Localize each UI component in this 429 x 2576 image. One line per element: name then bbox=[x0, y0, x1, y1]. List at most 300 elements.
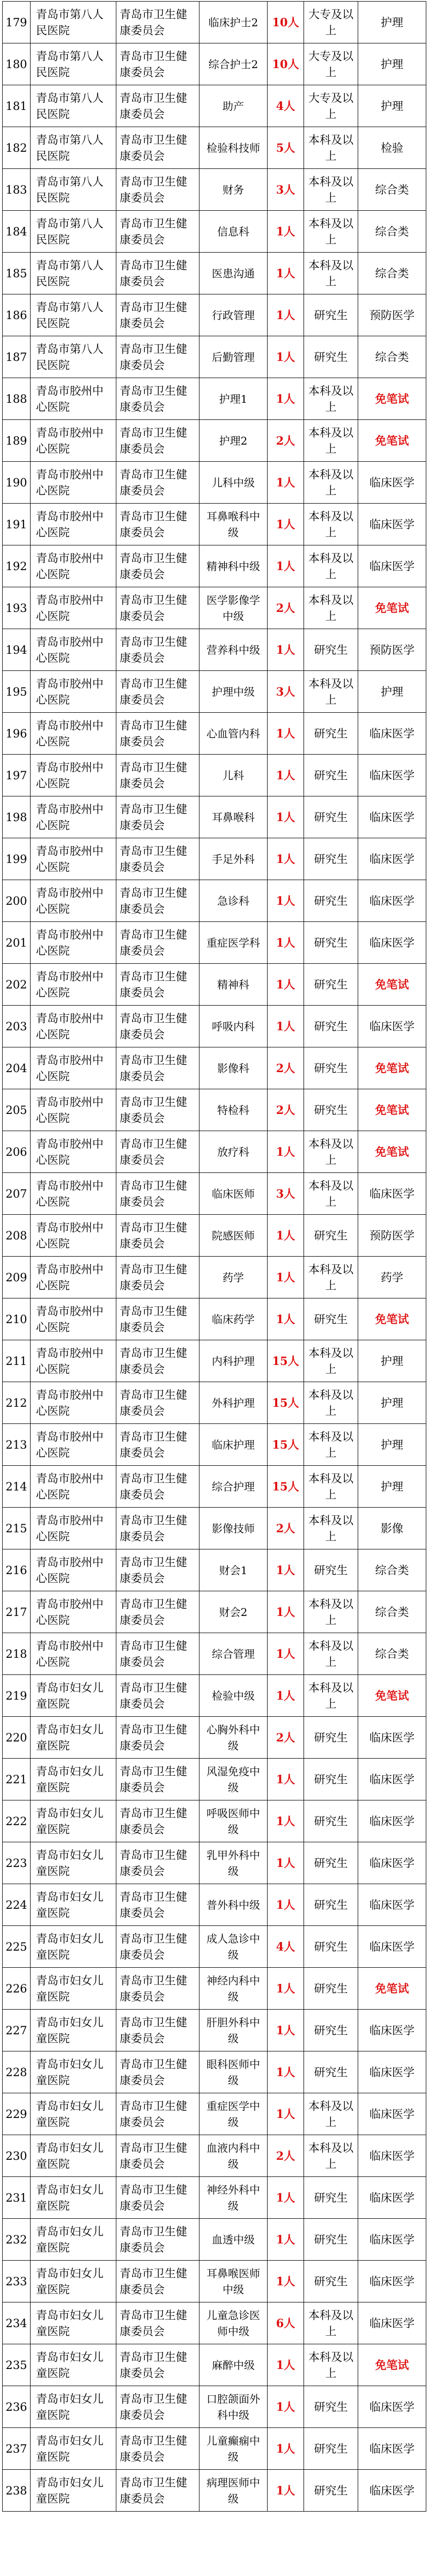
education-cell: 本科及以上 bbox=[304, 1675, 358, 1717]
table-row bbox=[3, 169, 426, 211]
exam-category-cell: 综合类 bbox=[358, 1549, 426, 1591]
table-row bbox=[3, 545, 426, 587]
position-cell: 重症医学中级 bbox=[199, 2093, 268, 2135]
exam-category-cell: 临床医学 bbox=[358, 1800, 426, 1842]
education-cell: 本科及以上 bbox=[304, 2302, 358, 2344]
employer-cell: 青岛市胶州中心医院 bbox=[31, 504, 116, 545]
education-cell: 研究生 bbox=[304, 1298, 358, 1340]
education-cell: 研究生 bbox=[304, 2470, 358, 2512]
table-body bbox=[3, 2, 426, 2512]
table-row bbox=[3, 1717, 426, 1759]
employer-cell: 青岛市第八人民医院 bbox=[31, 294, 116, 336]
headcount-cell: 1人 bbox=[268, 2010, 304, 2051]
exam-category-cell: 预防医学 bbox=[358, 1215, 426, 1257]
exam-category-cell: 综合类 bbox=[358, 1591, 426, 1633]
position-cell: 财务 bbox=[199, 169, 268, 211]
position-cell: 药学 bbox=[199, 1257, 268, 1298]
education-cell: 研究生 bbox=[304, 1968, 358, 2010]
row-number-cell: 199 bbox=[3, 838, 31, 880]
headcount-cell: 1人 bbox=[268, 1759, 304, 1800]
employer-cell: 青岛市胶州中心医院 bbox=[31, 1173, 116, 1215]
table-row bbox=[3, 2093, 426, 2135]
authority-cell: 青岛市卫生健康委员会 bbox=[116, 2051, 199, 2093]
position-cell: 临床护理 bbox=[199, 1424, 268, 1466]
authority-cell: 青岛市卫生健康委员会 bbox=[116, 755, 199, 796]
table-row bbox=[3, 922, 426, 964]
education-cell: 研究生 bbox=[304, 922, 358, 964]
row-number-cell: 190 bbox=[3, 462, 31, 504]
exam-category-cell: 护理 bbox=[358, 1382, 426, 1424]
headcount-cell: 1人 bbox=[268, 1006, 304, 1047]
row-number-cell: 219 bbox=[3, 1675, 31, 1717]
education-cell: 研究生 bbox=[304, 2428, 358, 2470]
exam-category-cell: 临床医学 bbox=[358, 1884, 426, 1926]
headcount-cell: 1人 bbox=[268, 2470, 304, 2512]
education-cell: 研究生 bbox=[304, 1047, 358, 1089]
row-number-cell: 202 bbox=[3, 964, 31, 1006]
employer-cell: 青岛市胶州中心医院 bbox=[31, 1466, 116, 1508]
exam-category-cell: 临床医学 bbox=[358, 1759, 426, 1800]
table-row bbox=[3, 1926, 426, 1968]
position-cell: 影像科 bbox=[199, 1047, 268, 1089]
table-row bbox=[3, 1424, 426, 1466]
position-cell: 外科护理 bbox=[199, 1382, 268, 1424]
exam-category-cell: 综合类 bbox=[358, 211, 426, 253]
headcount-cell: 1人 bbox=[268, 1549, 304, 1591]
education-cell: 本科及以上 bbox=[304, 2135, 358, 2177]
position-cell: 耳鼻喉科 bbox=[199, 796, 268, 838]
exam-category-cell: 临床医学 bbox=[358, 545, 426, 587]
row-number-cell: 228 bbox=[3, 2051, 31, 2093]
table-row bbox=[3, 2261, 426, 2302]
authority-cell: 青岛市卫生健康委员会 bbox=[116, 1842, 199, 1884]
education-cell: 研究生 bbox=[304, 2177, 358, 2219]
position-cell: 麻醉中级 bbox=[199, 2344, 268, 2386]
authority-cell: 青岛市卫生健康委员会 bbox=[116, 1591, 199, 1633]
headcount-cell: 2人 bbox=[268, 2135, 304, 2177]
employer-cell: 青岛市第八人民医院 bbox=[31, 211, 116, 253]
employer-cell: 青岛市妇女儿童医院 bbox=[31, 2302, 116, 2344]
row-number-cell: 179 bbox=[3, 2, 31, 43]
education-cell: 大专及以上 bbox=[304, 43, 358, 85]
employer-cell: 青岛市胶州中心医院 bbox=[31, 1591, 116, 1633]
employer-cell: 青岛市第八人民医院 bbox=[31, 43, 116, 85]
row-number-cell: 237 bbox=[3, 2428, 31, 2470]
employer-cell: 青岛市妇女儿童医院 bbox=[31, 2219, 116, 2261]
employer-cell: 青岛市胶州中心医院 bbox=[31, 838, 116, 880]
position-cell: 耳鼻喉医师中级 bbox=[199, 2261, 268, 2302]
exam-category-cell: 护理 bbox=[358, 85, 426, 127]
position-cell: 成人急诊中级 bbox=[199, 1926, 268, 1968]
headcount-cell: 1人 bbox=[268, 2344, 304, 2386]
row-number-cell: 235 bbox=[3, 2344, 31, 2386]
education-cell: 研究生 bbox=[304, 2051, 358, 2093]
row-number-cell: 221 bbox=[3, 1759, 31, 1800]
row-number-cell: 206 bbox=[3, 1131, 31, 1173]
authority-cell: 青岛市卫生健康委员会 bbox=[116, 2093, 199, 2135]
authority-cell: 青岛市卫生健康委员会 bbox=[116, 2261, 199, 2302]
headcount-cell: 1人 bbox=[268, 1884, 304, 1926]
employer-cell: 青岛市胶州中心医院 bbox=[31, 922, 116, 964]
employer-cell: 青岛市妇女儿童医院 bbox=[31, 1800, 116, 1842]
row-number-cell: 212 bbox=[3, 1382, 31, 1424]
exam-category-cell: 临床医学 bbox=[358, 1926, 426, 1968]
employer-cell: 青岛市妇女儿童医院 bbox=[31, 1759, 116, 1800]
authority-cell: 青岛市卫生健康委员会 bbox=[116, 1298, 199, 1340]
headcount-cell: 15人 bbox=[268, 1424, 304, 1466]
employer-cell: 青岛市胶州中心医院 bbox=[31, 1089, 116, 1131]
exam-category-cell: 影像 bbox=[358, 1508, 426, 1549]
authority-cell: 青岛市卫生健康委员会 bbox=[116, 1382, 199, 1424]
position-cell: 呼吸医师中级 bbox=[199, 1800, 268, 1842]
employer-cell: 青岛市胶州中心医院 bbox=[31, 420, 116, 462]
row-number-cell: 204 bbox=[3, 1047, 31, 1089]
education-cell: 本科及以上 bbox=[304, 587, 358, 629]
table-row bbox=[3, 838, 426, 880]
position-cell: 后勤管理 bbox=[199, 336, 268, 378]
headcount-cell: 2人 bbox=[268, 587, 304, 629]
position-cell: 行政管理 bbox=[199, 294, 268, 336]
position-cell: 肝胆外科中级 bbox=[199, 2010, 268, 2051]
headcount-cell: 1人 bbox=[268, 2219, 304, 2261]
headcount-cell: 1人 bbox=[268, 2051, 304, 2093]
row-number-cell: 232 bbox=[3, 2219, 31, 2261]
table-row bbox=[3, 671, 426, 713]
education-cell: 研究生 bbox=[304, 1800, 358, 1842]
position-cell: 血液内科中级 bbox=[199, 2135, 268, 2177]
headcount-cell: 1人 bbox=[268, 211, 304, 253]
exam-category-cell: 临床医学 bbox=[358, 2470, 426, 2512]
table-row bbox=[3, 294, 426, 336]
exam-category-cell: 临床医学 bbox=[358, 1173, 426, 1215]
education-cell: 研究生 bbox=[304, 838, 358, 880]
employer-cell: 青岛市妇女儿童医院 bbox=[31, 1717, 116, 1759]
row-number-cell: 226 bbox=[3, 1968, 31, 2010]
row-number-cell: 215 bbox=[3, 1508, 31, 1549]
position-cell: 儿科中级 bbox=[199, 462, 268, 504]
position-cell: 内科护理 bbox=[199, 1340, 268, 1382]
headcount-cell: 1人 bbox=[268, 880, 304, 922]
headcount-cell: 1人 bbox=[268, 1131, 304, 1173]
table-row bbox=[3, 2219, 426, 2261]
row-number-cell: 188 bbox=[3, 378, 31, 420]
authority-cell: 青岛市卫生健康委员会 bbox=[116, 880, 199, 922]
employer-cell: 青岛市胶州中心医院 bbox=[31, 671, 116, 713]
table-row bbox=[3, 2386, 426, 2428]
exam-category-cell: 免笔试 bbox=[358, 1131, 426, 1173]
employer-cell: 青岛市胶州中心医院 bbox=[31, 1257, 116, 1298]
position-cell: 财会1 bbox=[199, 1549, 268, 1591]
row-number-cell: 208 bbox=[3, 1215, 31, 1257]
position-cell: 临床护士2 bbox=[199, 2, 268, 43]
row-number-cell: 210 bbox=[3, 1298, 31, 1340]
authority-cell: 青岛市卫生健康委员会 bbox=[116, 2344, 199, 2386]
position-cell: 综合护理 bbox=[199, 1466, 268, 1508]
position-cell: 放疗科 bbox=[199, 1131, 268, 1173]
authority-cell: 青岛市卫生健康委员会 bbox=[116, 1675, 199, 1717]
education-cell: 大专及以上 bbox=[304, 85, 358, 127]
table-row bbox=[3, 43, 426, 85]
exam-category-cell: 综合类 bbox=[358, 253, 426, 294]
headcount-cell: 2人 bbox=[268, 1508, 304, 1549]
position-cell: 综合管理 bbox=[199, 1633, 268, 1675]
table-row bbox=[3, 420, 426, 462]
authority-cell: 青岛市卫生健康委员会 bbox=[116, 169, 199, 211]
employer-cell: 青岛市胶州中心医院 bbox=[31, 1549, 116, 1591]
education-cell: 本科及以上 bbox=[304, 1257, 358, 1298]
position-cell: 助产 bbox=[199, 85, 268, 127]
employer-cell: 青岛市胶州中心医院 bbox=[31, 1633, 116, 1675]
headcount-cell: 1人 bbox=[268, 1842, 304, 1884]
education-cell: 本科及以上 bbox=[304, 211, 358, 253]
exam-category-cell: 临床医学 bbox=[358, 2051, 426, 2093]
employer-cell: 青岛市妇女儿童医院 bbox=[31, 2051, 116, 2093]
exam-category-cell: 临床医学 bbox=[358, 1717, 426, 1759]
authority-cell: 青岛市卫生健康委员会 bbox=[116, 462, 199, 504]
row-number-cell: 214 bbox=[3, 1466, 31, 1508]
exam-category-cell: 护理 bbox=[358, 1424, 426, 1466]
exam-category-cell: 免笔试 bbox=[358, 1298, 426, 1340]
row-number-cell: 194 bbox=[3, 629, 31, 671]
row-number-cell: 181 bbox=[3, 85, 31, 127]
headcount-cell: 1人 bbox=[268, 629, 304, 671]
education-cell: 研究生 bbox=[304, 1006, 358, 1047]
authority-cell: 青岛市卫生健康委员会 bbox=[116, 587, 199, 629]
authority-cell: 青岛市卫生健康委员会 bbox=[116, 1424, 199, 1466]
authority-cell: 青岛市卫生健康委员会 bbox=[116, 1884, 199, 1926]
employer-cell: 青岛市妇女儿童医院 bbox=[31, 2177, 116, 2219]
authority-cell: 青岛市卫生健康委员会 bbox=[116, 796, 199, 838]
authority-cell: 青岛市卫生健康委员会 bbox=[116, 964, 199, 1006]
position-cell: 财会2 bbox=[199, 1591, 268, 1633]
authority-cell: 青岛市卫生健康委员会 bbox=[116, 545, 199, 587]
position-cell: 心血管内科 bbox=[199, 713, 268, 755]
authority-cell: 青岛市卫生健康委员会 bbox=[116, 2386, 199, 2428]
exam-category-cell: 护理 bbox=[358, 1340, 426, 1382]
headcount-cell: 1人 bbox=[268, 1633, 304, 1675]
exam-category-cell: 预防医学 bbox=[358, 629, 426, 671]
row-number-cell: 180 bbox=[3, 43, 31, 85]
authority-cell: 青岛市卫生健康委员会 bbox=[116, 85, 199, 127]
exam-category-cell: 护理 bbox=[358, 2, 426, 43]
employer-cell: 青岛市胶州中心医院 bbox=[31, 545, 116, 587]
exam-category-cell: 临床医学 bbox=[358, 2177, 426, 2219]
table-row bbox=[3, 1382, 426, 1424]
authority-cell: 青岛市卫生健康委员会 bbox=[116, 1466, 199, 1508]
education-cell: 本科及以上 bbox=[304, 2344, 358, 2386]
row-number-cell: 213 bbox=[3, 1424, 31, 1466]
headcount-cell: 2人 bbox=[268, 1089, 304, 1131]
position-cell: 乳甲外科中级 bbox=[199, 1842, 268, 1884]
table-row bbox=[3, 336, 426, 378]
row-number-cell: 203 bbox=[3, 1006, 31, 1047]
headcount-cell: 15人 bbox=[268, 1340, 304, 1382]
recruitment-table bbox=[2, 1, 426, 2512]
row-number-cell: 211 bbox=[3, 1340, 31, 1382]
education-cell: 研究生 bbox=[304, 2219, 358, 2261]
authority-cell: 青岛市卫生健康委员会 bbox=[116, 922, 199, 964]
table-row bbox=[3, 1047, 426, 1089]
row-number-cell: 200 bbox=[3, 880, 31, 922]
table-row bbox=[3, 1591, 426, 1633]
education-cell: 本科及以上 bbox=[304, 504, 358, 545]
headcount-cell: 1人 bbox=[268, 1298, 304, 1340]
authority-cell: 青岛市卫生健康委员会 bbox=[116, 211, 199, 253]
table-row bbox=[3, 880, 426, 922]
headcount-cell: 10人 bbox=[268, 2, 304, 43]
position-cell: 神经外科中级 bbox=[199, 2177, 268, 2219]
row-number-cell: 222 bbox=[3, 1800, 31, 1842]
table-row bbox=[3, 1675, 426, 1717]
headcount-cell: 4人 bbox=[268, 85, 304, 127]
headcount-cell: 1人 bbox=[268, 838, 304, 880]
exam-category-cell: 临床医学 bbox=[358, 2302, 426, 2344]
table-row bbox=[3, 1549, 426, 1591]
authority-cell: 青岛市卫生健康委员会 bbox=[116, 1633, 199, 1675]
employer-cell: 青岛市妇女儿童医院 bbox=[31, 2093, 116, 2135]
employer-cell: 青岛市胶州中心医院 bbox=[31, 755, 116, 796]
position-cell: 急诊科 bbox=[199, 880, 268, 922]
position-cell: 护理1 bbox=[199, 378, 268, 420]
authority-cell: 青岛市卫生健康委员会 bbox=[116, 1717, 199, 1759]
headcount-cell: 1人 bbox=[268, 545, 304, 587]
authority-cell: 青岛市卫生健康委员会 bbox=[116, 2177, 199, 2219]
exam-category-cell: 免笔试 bbox=[358, 964, 426, 1006]
education-cell: 本科及以上 bbox=[304, 1466, 358, 1508]
position-cell: 影像技师 bbox=[199, 1508, 268, 1549]
headcount-cell: 1人 bbox=[268, 1968, 304, 2010]
exam-category-cell: 临床医学 bbox=[358, 2261, 426, 2302]
authority-cell: 青岛市卫生健康委员会 bbox=[116, 2428, 199, 2470]
education-cell: 本科及以上 bbox=[304, 378, 358, 420]
authority-cell: 青岛市卫生健康委员会 bbox=[116, 1173, 199, 1215]
education-cell: 本科及以上 bbox=[304, 1633, 358, 1675]
headcount-cell: 1人 bbox=[268, 2386, 304, 2428]
position-cell: 儿童急诊医师中级 bbox=[199, 2302, 268, 2344]
authority-cell: 青岛市卫生健康委员会 bbox=[116, 1759, 199, 1800]
employer-cell: 青岛市胶州中心医院 bbox=[31, 713, 116, 755]
employer-cell: 青岛市胶州中心医院 bbox=[31, 1508, 116, 1549]
table-row bbox=[3, 211, 426, 253]
table-row bbox=[3, 2344, 426, 2386]
table-row bbox=[3, 1466, 426, 1508]
employer-cell: 青岛市妇女儿童医院 bbox=[31, 1675, 116, 1717]
row-number-cell: 227 bbox=[3, 2010, 31, 2051]
row-number-cell: 231 bbox=[3, 2177, 31, 2219]
exam-category-cell: 免笔试 bbox=[358, 1047, 426, 1089]
exam-category-cell: 护理 bbox=[358, 43, 426, 85]
employer-cell: 青岛市胶州中心医院 bbox=[31, 1382, 116, 1424]
authority-cell: 青岛市卫生健康委员会 bbox=[116, 420, 199, 462]
row-number-cell: 195 bbox=[3, 671, 31, 713]
education-cell: 研究生 bbox=[304, 1884, 358, 1926]
table-row bbox=[3, 2135, 426, 2177]
position-cell: 信息科 bbox=[199, 211, 268, 253]
employer-cell: 青岛市妇女儿童医院 bbox=[31, 2470, 116, 2512]
employer-cell: 青岛市第八人民医院 bbox=[31, 85, 116, 127]
headcount-cell: 1人 bbox=[268, 2177, 304, 2219]
table-row bbox=[3, 253, 426, 294]
table-row bbox=[3, 1759, 426, 1800]
employer-cell: 青岛市妇女儿童医院 bbox=[31, 2261, 116, 2302]
employer-cell: 青岛市胶州中心医院 bbox=[31, 1047, 116, 1089]
exam-category-cell: 临床医学 bbox=[358, 922, 426, 964]
education-cell: 本科及以上 bbox=[304, 1382, 358, 1424]
education-cell: 本科及以上 bbox=[304, 462, 358, 504]
row-number-cell: 207 bbox=[3, 1173, 31, 1215]
position-cell: 检验科技师 bbox=[199, 127, 268, 169]
authority-cell: 青岛市卫生健康委员会 bbox=[116, 1006, 199, 1047]
authority-cell: 青岛市卫生健康委员会 bbox=[116, 504, 199, 545]
education-cell: 本科及以上 bbox=[304, 1424, 358, 1466]
education-cell: 研究生 bbox=[304, 336, 358, 378]
education-cell: 研究生 bbox=[304, 1089, 358, 1131]
authority-cell: 青岛市卫生健康委员会 bbox=[116, 1215, 199, 1257]
headcount-cell: 3人 bbox=[268, 1173, 304, 1215]
education-cell: 本科及以上 bbox=[304, 1508, 358, 1549]
education-cell: 研究生 bbox=[304, 755, 358, 796]
position-cell: 神经内科中级 bbox=[199, 1968, 268, 2010]
position-cell: 病理医师中级 bbox=[199, 2470, 268, 2512]
authority-cell: 青岛市卫生健康委员会 bbox=[116, 713, 199, 755]
row-number-cell: 191 bbox=[3, 504, 31, 545]
position-cell: 特检科 bbox=[199, 1089, 268, 1131]
headcount-cell: 3人 bbox=[268, 671, 304, 713]
authority-cell: 青岛市卫生健康委员会 bbox=[116, 1800, 199, 1842]
row-number-cell: 236 bbox=[3, 2386, 31, 2428]
position-cell: 检验中级 bbox=[199, 1675, 268, 1717]
employer-cell: 青岛市妇女儿童医院 bbox=[31, 1926, 116, 1968]
exam-category-cell: 药学 bbox=[358, 1257, 426, 1298]
row-number-cell: 187 bbox=[3, 336, 31, 378]
table-row bbox=[3, 2302, 426, 2344]
employer-cell: 青岛市胶州中心医院 bbox=[31, 1298, 116, 1340]
exam-category-cell: 临床医学 bbox=[358, 2428, 426, 2470]
headcount-cell: 1人 bbox=[268, 1675, 304, 1717]
position-cell: 耳鼻喉科中级 bbox=[199, 504, 268, 545]
education-cell: 大专及以上 bbox=[304, 2, 358, 43]
exam-category-cell: 临床医学 bbox=[358, 2219, 426, 2261]
authority-cell: 青岛市卫生健康委员会 bbox=[116, 1257, 199, 1298]
employer-cell: 青岛市胶州中心医院 bbox=[31, 964, 116, 1006]
table-row bbox=[3, 127, 426, 169]
row-number-cell: 198 bbox=[3, 796, 31, 838]
exam-category-cell: 临床医学 bbox=[358, 2093, 426, 2135]
table-row bbox=[3, 378, 426, 420]
employer-cell: 青岛市胶州中心医院 bbox=[31, 880, 116, 922]
table-row bbox=[3, 964, 426, 1006]
table-row bbox=[3, 755, 426, 796]
exam-category-cell: 免笔试 bbox=[358, 2344, 426, 2386]
employer-cell: 青岛市妇女儿童医院 bbox=[31, 1884, 116, 1926]
authority-cell: 青岛市卫生健康委员会 bbox=[116, 2302, 199, 2344]
education-cell: 研究生 bbox=[304, 1717, 358, 1759]
row-number-cell: 184 bbox=[3, 211, 31, 253]
education-cell: 研究生 bbox=[304, 1215, 358, 1257]
exam-category-cell: 临床医学 bbox=[358, 2135, 426, 2177]
authority-cell: 青岛市卫生健康委员会 bbox=[116, 378, 199, 420]
position-cell: 儿科 bbox=[199, 755, 268, 796]
authority-cell: 青岛市卫生健康委员会 bbox=[116, 2219, 199, 2261]
table-row bbox=[3, 1298, 426, 1340]
headcount-cell: 1人 bbox=[268, 504, 304, 545]
row-number-cell: 192 bbox=[3, 545, 31, 587]
authority-cell: 青岛市卫生健康委员会 bbox=[116, 43, 199, 85]
authority-cell: 青岛市卫生健康委员会 bbox=[116, 294, 199, 336]
education-cell: 研究生 bbox=[304, 796, 358, 838]
education-cell: 本科及以上 bbox=[304, 545, 358, 587]
exam-category-cell: 临床医学 bbox=[358, 2010, 426, 2051]
